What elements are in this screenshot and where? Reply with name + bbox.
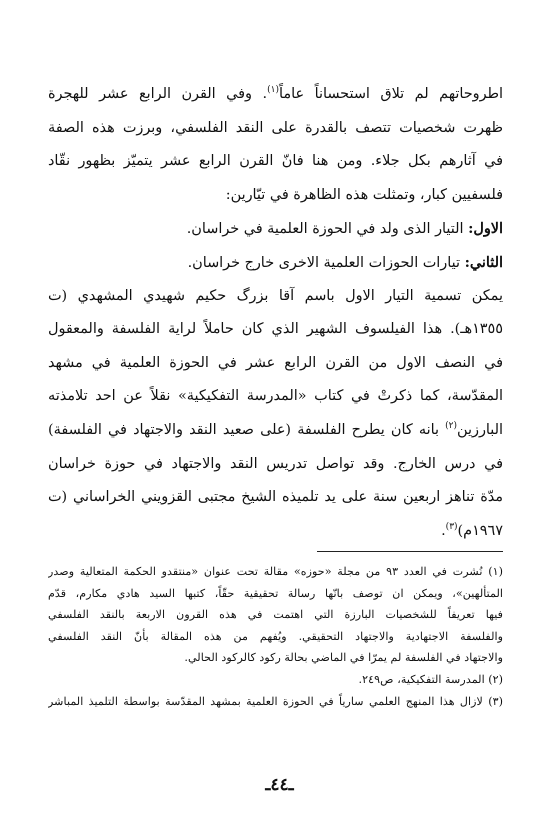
text-line bbox=[48, 448, 503, 482]
body-text bbox=[48, 78, 503, 548]
text-line bbox=[48, 78, 503, 112]
text-line bbox=[48, 145, 503, 179]
text-line bbox=[48, 179, 503, 213]
footnote-line: والفلسفة الاجتهادية والاجتهاد التحقيقي. ويُفهم من هذه المقالة بأنّ النقد الفلسفي bbox=[48, 629, 503, 643]
item-label: الاول: bbox=[468, 220, 503, 238]
line-text: التيار الذى ولد في الحوزة العلمية في خراسان. bbox=[186, 221, 469, 238]
line-text: ١٩٦٧م) bbox=[457, 522, 503, 539]
text-line bbox=[48, 313, 503, 347]
line-text: في النصف الاول من القرن الرابع عشر في الحوزة العلمية في مشهد bbox=[48, 354, 503, 371]
footnote-line: فيها تعريفاً للشخصيات البارزة التي اهتمت في هذه القرون الاربعة بالنقد الفلسفي bbox=[48, 608, 503, 622]
line-text: تيارات الحوزات العلمية الاخرى خارج خراسان. bbox=[187, 254, 465, 271]
line-text: في آثارهم بكل جلاء. ومن هنا فانّ القرن الرابع عشر يتميّز بظهور نقّاد bbox=[48, 153, 503, 170]
footnote-line: (١) نُشرت في العدد ٩٣ من مجلة «حوزه» مقالة تحت عنوان «منتقدو الحكمة المتعالية وصدر bbox=[48, 565, 503, 578]
footnote-line: (٢) المدرسة التفكيكية، ص٢٤٩. bbox=[358, 672, 503, 686]
line-text: ١٣٥٥هـ). هذا الفيلسوف الشهير الذي كان حاملاً لراية الفلسفة والمعقول bbox=[48, 321, 503, 338]
line-text: يمكن تسمية التيار الاول باسم آقا بزرگ حكيم شهيدي المشهدي (ت bbox=[48, 287, 503, 304]
line-text: ظهرت شخصيات تتصف بالقدرة على النقد الفلسفي، وبرزت هذه الصفة bbox=[48, 119, 503, 136]
line-text-tail: . bbox=[441, 522, 446, 539]
footnote-line: المتألهين»، ويمكن ان توصف بانّها رسالة تحقيقية حقّاً، كتبها السيد هادي مكارم، قدّم bbox=[48, 586, 503, 600]
line-text-tail: بانه كان يطرح الفلسفة (على صعيد النقد والاجتهاد في الفلسفة) bbox=[48, 421, 446, 438]
footnotes bbox=[48, 561, 503, 712]
text-line bbox=[48, 515, 503, 549]
text-line bbox=[48, 380, 503, 414]
footnote-ref[interactable]: (٣) bbox=[445, 521, 458, 532]
line-text: فلسفيين كبار، وتمثلت هذه الظاهرة في تيّارين: bbox=[225, 186, 503, 203]
text-line bbox=[48, 280, 503, 314]
text-line bbox=[48, 112, 503, 146]
text-line bbox=[48, 246, 503, 280]
text-line bbox=[48, 414, 503, 448]
text-line bbox=[48, 212, 503, 246]
footnote-ref[interactable]: (١) bbox=[267, 85, 279, 96]
page-number: ـ٤٤ـ bbox=[265, 775, 294, 795]
footnote-line: والاجتهاد في الفلسفة لم يمرّا في الماضي بحالة ركود كالركود الحالي. bbox=[184, 651, 503, 665]
line-text: البارزين bbox=[457, 421, 503, 438]
line-text: في درس الخارج. وقد تواصل تدريس النقد والاجتهاد في حوزة خراسان bbox=[48, 455, 503, 472]
text-line bbox=[48, 481, 503, 515]
line-text: مدّة تناهز اربعين سنة على يد تلميذه الشيخ مجتبى القزويني الخراساني (ت bbox=[48, 489, 503, 506]
text-line bbox=[48, 347, 503, 381]
line-text: المقدّسة، كما ذكرتْ في كتاب «المدرسة التفكيكية» نقلاً عن احد تلامذته bbox=[48, 388, 503, 405]
footnote-line: (٣) لازال هذا المنهج العلمي سارياً في الحوزة العلمية بمشهد المقدّسة بواسطة التلميذ المباشر bbox=[48, 694, 503, 708]
line-text-tail: . وفي القرن الرابع عشر للهجرة bbox=[48, 86, 268, 102]
line-text: اطروحاتهم لم تلاق استحساناً عاماً bbox=[278, 86, 503, 102]
footnote-separator bbox=[317, 551, 503, 552]
item-label: الثاني: bbox=[464, 253, 503, 271]
footnote-ref[interactable]: (٢) bbox=[445, 421, 458, 432]
